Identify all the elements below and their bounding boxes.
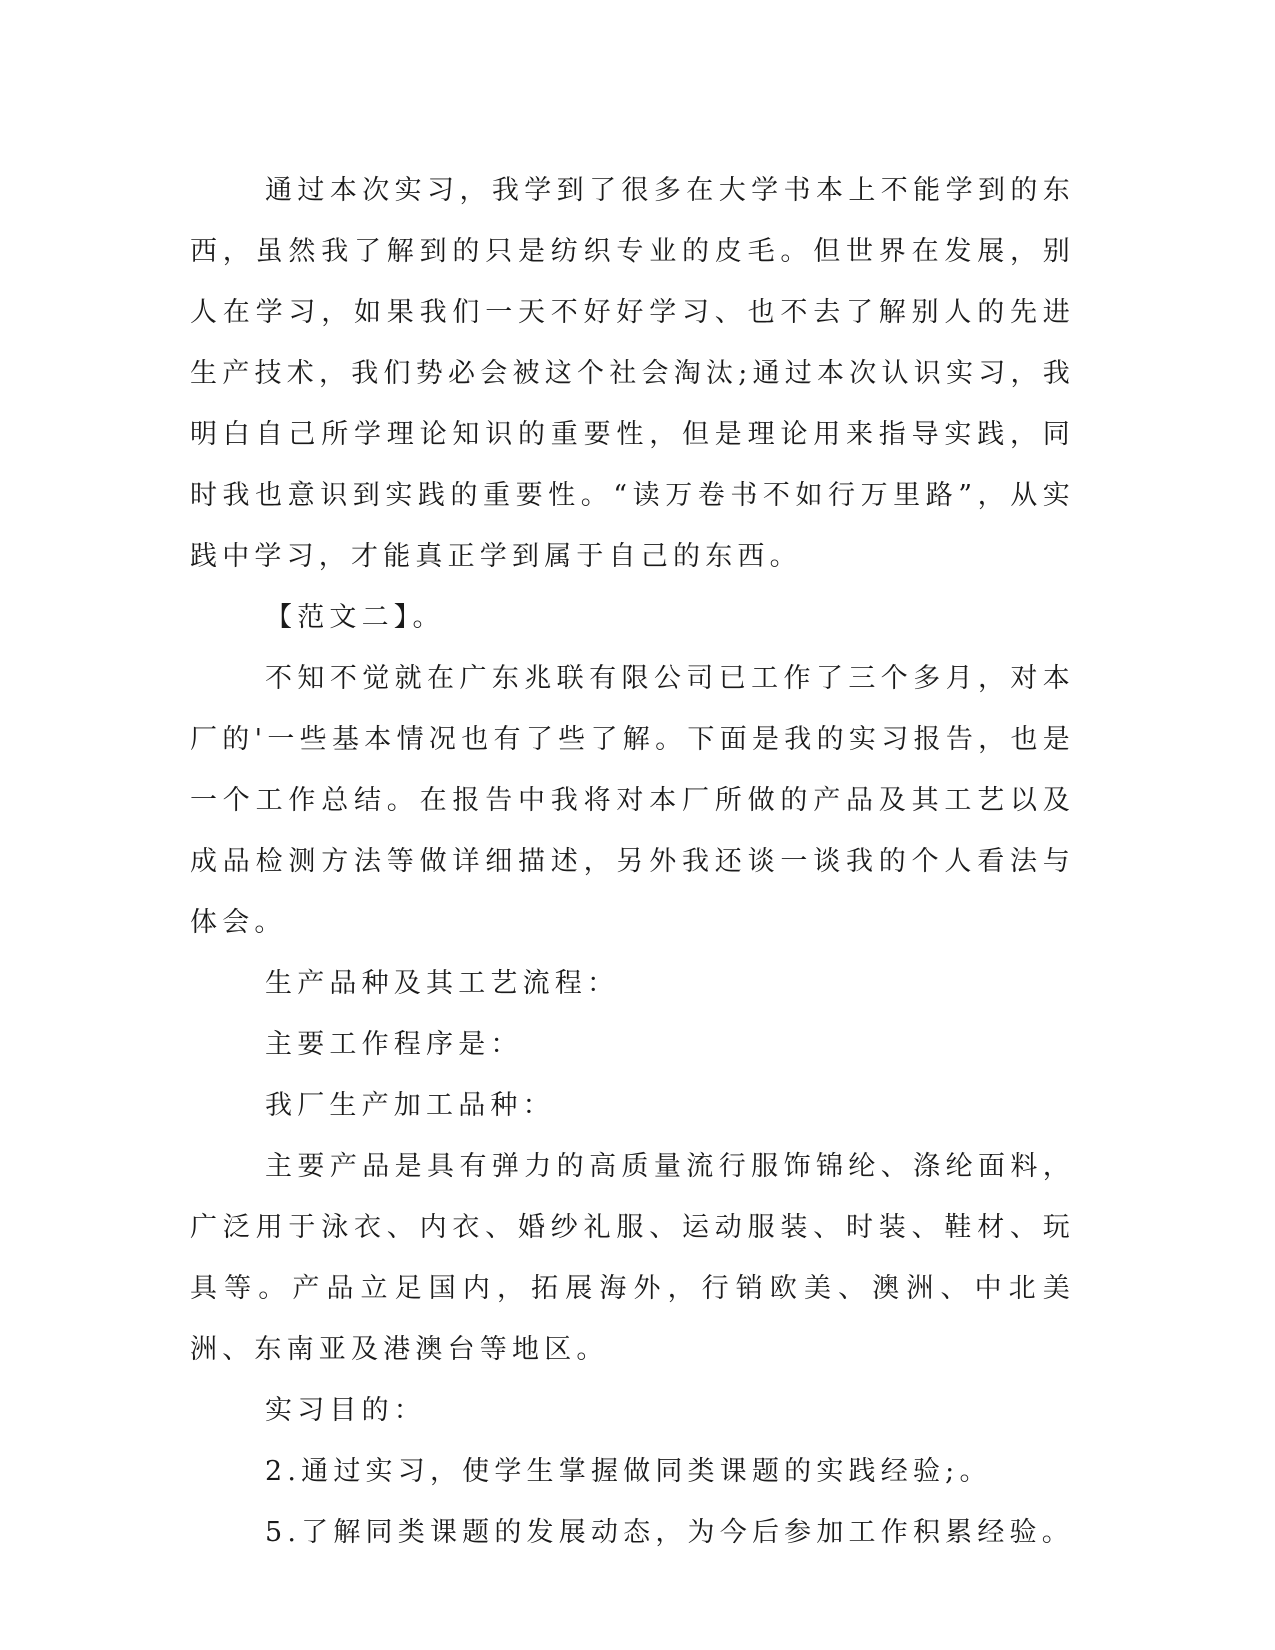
paragraph-product-types: 我厂生产加工品种： [265,1090,555,1121]
paragraph-purpose-heading: 实习目的： [265,1395,426,1426]
paragraph-main-products: 主要产品是具有弹力的高质量流行服饰锦纶、涤纶面料，广泛用于泳衣、内衣、婚纱礼服、运动服装、时装、鞋材、玩具等。产品立足国内，拓展海外，行销欧美、澳洲、中北美洲、东南亚及港澳台等地区。 [190,1151,1075,1365]
paragraph-company-intro: 不知不觉就在广东兆联有限公司已工作了三个多月，对本厂的'一些基本情况也有了些了解。下面是我的实习报告，也是一个工作总结。在报告中我将对本厂所做的产品及其工艺以及成品检测方法等做详细描述，另外我还谈一谈我的个人看法与体会。 [190,663,1075,938]
paragraph-purpose-item-5: 5.了解同类课题的发展动态，为今后参加工作积累经验。 [265,1517,1074,1548]
paragraph-work-procedure: 主要工作程序是： [265,1029,523,1060]
paragraph-process-heading: 生产品种及其工艺流程： [265,968,620,999]
document-body [190,160,1075,1563]
paragraph-internship-summary: 通过本次实习，我学到了很多在大学书本上不能学到的东西，虽然我了解到的只是纺织专业的皮毛。但世界在发展，别人在学习，如果我们一天不好好学习、也不去了解别人的先进生产技术，我们势必会被这个社会淘汰;通过本次认识实习，我明白自己所学理论知识的重要性，但是理论用来指导实践，同时我也意识到实践的重要性。“读万卷书不如行万里路”，从实践中学习，才能真正学到属于自己的东西。 [190,175,1075,572]
paragraph-sample-two-heading: 【范文二】。 [265,602,445,633]
paragraph-purpose-item-2: 2.通过实习，使学生掌握做同类课题的实践经验;。 [265,1456,992,1487]
